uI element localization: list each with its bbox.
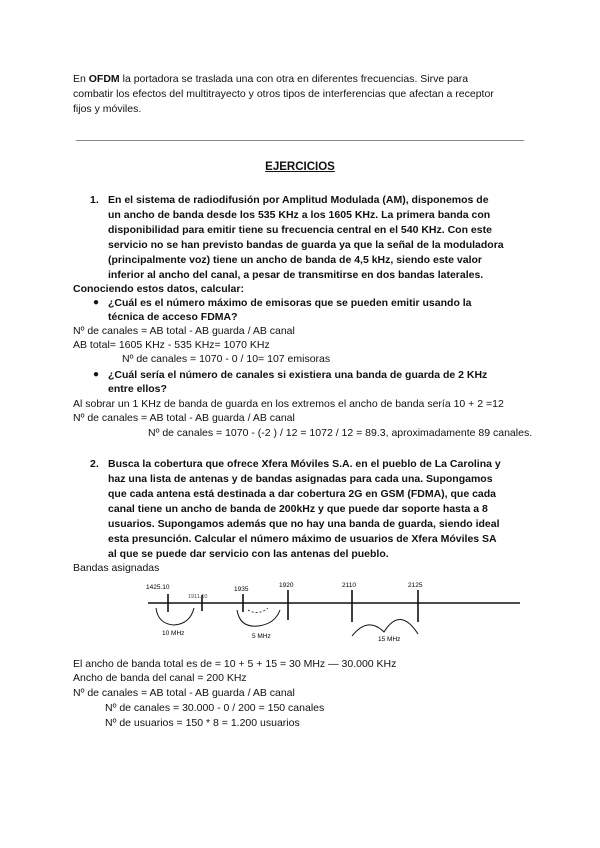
band-curve bbox=[156, 608, 194, 625]
band-curve bbox=[248, 608, 268, 613]
answer-line: Ancho de banda del canal = 200 KHz bbox=[73, 672, 247, 684]
tick-label: 1425.10 bbox=[146, 584, 170, 591]
answer-2-line: Nº de canales = AB total - AB guarda / AB canal bbox=[73, 412, 295, 424]
section-divider bbox=[76, 140, 524, 141]
exercise-1-line: En el sistema de radiodifusión por Amplitud Modulada (AM), disponemos de bbox=[108, 194, 489, 206]
band-curve bbox=[237, 610, 280, 626]
answer-1-line: AB total= 1605 KHz - 535 KHz= 1070 KHz bbox=[73, 339, 270, 351]
exercise-1-line: servicio no se han previsto bandas de guarda ya que la señal de la moduladora bbox=[108, 239, 504, 251]
tick-label: 1911.10 bbox=[188, 594, 208, 600]
intro-line-1: En OFDM la portadora se traslada una con otra en diferentes frecuencias. Sirve para bbox=[73, 73, 469, 85]
exercise-1-line: disponibilidad para emitir tiene su frecuencia central en el 540 KHz. Con este bbox=[108, 224, 492, 236]
exercise-2-line: al que se puede dar servicio con las antenas del pueblo. bbox=[108, 548, 389, 560]
ofdm-term: OFDM bbox=[88, 73, 120, 85]
bullet-icon: ● bbox=[93, 369, 100, 380]
exercise-1-line: inferior al ancho del canal, a pesar de transmitirse en dos bandas laterales. bbox=[108, 269, 484, 281]
band-width-label: 10 MHz bbox=[162, 630, 185, 637]
exercise-1-line: un ancho de banda desde los 535 KHz a los 1605 KHz. La primera banda con bbox=[108, 209, 491, 221]
answer-1-line: Nº de canales = 1070 - 0 / 10= 107 emisoras bbox=[122, 353, 331, 365]
question-1-line: técnica de acceso FDMA? bbox=[108, 311, 238, 323]
bands-label: Bandas asignadas bbox=[73, 562, 160, 574]
exercise-2-line: usuarios. Supongamos además que no hay una banda de guarda, siendo ideal bbox=[108, 518, 500, 530]
section-title: EJERCICIOS bbox=[265, 161, 335, 173]
band-curve bbox=[352, 619, 418, 636]
answer-line: Nº de canales = 30.000 - 0 / 200 = 150 canales bbox=[105, 702, 325, 714]
question-1-line: ¿Cuál es el número máximo de emisoras que se pueden emitir usando la bbox=[108, 297, 472, 309]
exercise-1-known: Conociendo estos datos, calcular: bbox=[73, 283, 244, 295]
tick-label: 2125 bbox=[408, 582, 423, 589]
band-width-label: 15 MHz bbox=[378, 636, 401, 643]
question-2-line: ¿Cuál sería el número de canales si existiera una banda de guarda de 2 KHz bbox=[108, 369, 488, 381]
exercise-2-line: Busca la cobertura que ofrece Xfera Móviles S.A. en el pueblo de La Carolina y bbox=[108, 458, 501, 470]
answer-1-line: Nº de canales = AB total - AB guarda / AB canal bbox=[73, 325, 295, 337]
exercise-2-line: que cada antena está destinada a dar cobertura 2G en GSM (FDMA), que cada bbox=[108, 488, 497, 500]
band-width-label: 5 MHz bbox=[252, 633, 271, 640]
bullet-icon: ● bbox=[93, 297, 100, 308]
exercise-1-line: (principalmente voz) tiene un ancho de banda de 4,5 kHz, siendo este valor bbox=[108, 254, 483, 266]
answer-2-line: Nº de canales = 1070 - (-2 ) / 12 = 1072 / 12 = 89.3, aproximadamente 89 canales. bbox=[148, 427, 533, 439]
answer-line: Nº de usuarios = 150 * 8 = 1.200 usuarios bbox=[105, 717, 300, 729]
answer-line: Nº de canales = AB total - AB guarda / AB canal bbox=[73, 687, 295, 699]
exercise-2-line: haz una lista de antenas y de bandas asignadas para cada una. Supongamos bbox=[108, 473, 493, 485]
tick-label: 2110 bbox=[342, 582, 356, 589]
exercise-1-number: 1. bbox=[90, 194, 99, 206]
exercise-2-line: esta presunción. Calcular el número máximo de usuarios de Xfera Móviles SA bbox=[108, 533, 497, 545]
exercise-2-number: 2. bbox=[90, 458, 99, 470]
intro-line-2: combatir los efectos del multitrayecto y otros tipos de interferencias que afectan a receptor bbox=[73, 88, 494, 100]
intro-line-3: fijos y móviles. bbox=[73, 103, 142, 115]
question-2-line: entre ellos? bbox=[108, 383, 167, 395]
answer-2-line: Al sobrar un 1 KHz de banda de guarda en los extremos el ancho de banda sería 10 + 2 =12 bbox=[73, 398, 504, 410]
tick-label: 1920 bbox=[279, 582, 294, 589]
exercise-2-line: canal tiene un ancho de banda de 200kHz y que puede dar soporte hasta a 8 bbox=[108, 503, 488, 515]
answer-line: El ancho de banda total es de = 10 + 5 + 15 = 30 MHz — 30.000 KHz bbox=[73, 658, 397, 670]
tick-label: 1935 bbox=[234, 586, 249, 593]
band-diagram bbox=[140, 576, 540, 648]
